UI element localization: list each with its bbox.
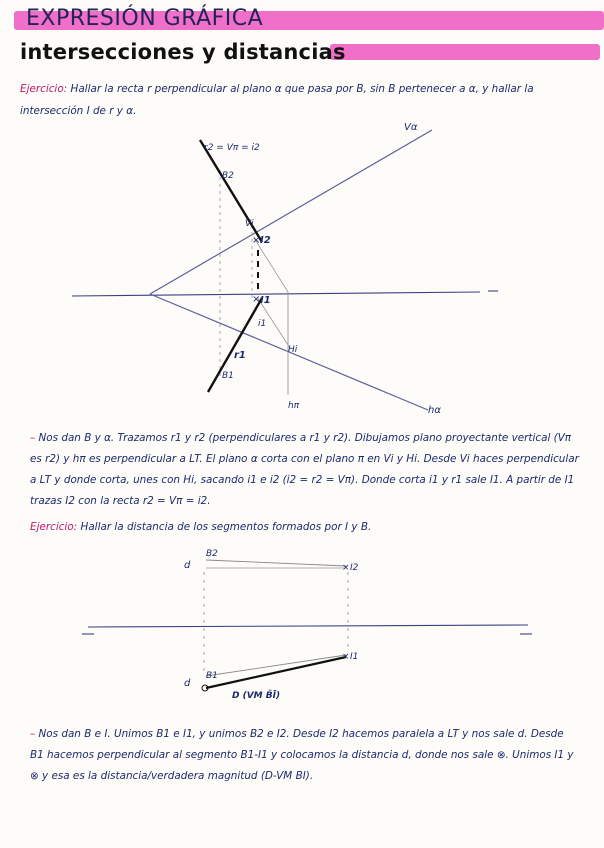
exercise2-text: Hallar la distancia de los segmentos formados por I y B.	[80, 521, 372, 533]
i1-small-label: i1	[258, 319, 267, 329]
b1-label: B1	[222, 371, 234, 381]
b2-i2-segment	[206, 560, 346, 566]
page-subtitle: intersecciones y distancias	[20, 40, 346, 64]
i1-mark: ×	[252, 294, 261, 305]
exercise2-explanation: – Nos dan B e I. Unimos B1 e I1, y unimos B2 e I2. Desde I2 hacemos paralela a LT y nos sale d. Desde B1 hacemos perpendicular al segmento B1-I1 y colocamos la distancia d, donde nos sale ⊗. Unimos I1 y ⊗ y esa es la distancia/verdadera magnitud (D-VM BI).	[30, 728, 574, 782]
h-alpha-label: hα	[428, 405, 441, 416]
exercise2-explanation-text: Nos dan B e I. Unimos B1 e I1, y unimos B2 e I2. Desde I2 hacemos paralela a LT y nos sale d. Desde B1 hacemos perpendicular al segmento B1-I1 y colocamos la distancia d, donde nos sale ⊗. Unimos I1 y ⊗ y esa es la distancia/verdadera magnitud (D-VM BI).	[30, 728, 574, 782]
i2-point-mark: ×	[342, 563, 350, 573]
exercise2-label: Ejercicio:	[30, 521, 78, 533]
dvm-label: D (VM B̄Ī)	[232, 691, 281, 701]
page-title: EXPRESIÓN GRÁFICA	[26, 6, 264, 31]
ground-line-2	[88, 625, 528, 627]
b2-label-2: B2	[206, 549, 218, 559]
i2-mark: ×	[252, 235, 261, 246]
r2-label: r2 = Vπ = i2	[204, 143, 260, 153]
exercise1-text: Hallar la recta r perpendicular al plano α que pasa por B, sin B pertenecer a α, y hallar la intersección I de r y α.	[20, 83, 534, 117]
hi-label: Hi	[288, 345, 298, 355]
i1-point-mark: ×	[342, 652, 350, 662]
b2-label: B2	[222, 171, 234, 181]
ground-line-1	[72, 292, 480, 296]
r1-label: r1	[234, 350, 246, 361]
d-top-label: d	[184, 560, 191, 571]
i2-label-2: I2	[350, 563, 359, 573]
v-to-hi-line	[254, 238, 288, 292]
i2-label: I2	[260, 235, 271, 246]
exercise1-explanation: – Nos dan B y α. Trazamos r1 y r2 (perpendiculares a r1 y r2). Dibujamos plano proyectante vertical (Vπ es r2) y hπ es perpendicular a LT. El plano α corta con el plano π en Vi y Hi. Desde Vi haces perpendicular a LT y donde corta, unes con Hi, sacando i1 e i2 (i2 = r2 = Vπ). Donde corta i1 y r1 sale I1. A partir de I1 trazas I2 con la recta r2 = Vπ = i2.	[30, 432, 579, 507]
exercise1-label: Ejercicio:	[20, 83, 68, 95]
vi-label: Vi	[245, 219, 254, 229]
d-bottom-label: d	[184, 678, 191, 689]
v-alpha-trace	[150, 130, 432, 294]
exercise2-statement	[30, 516, 580, 538]
exercise1-explanation-text: Nos dan B y α. Trazamos r1 y r2 (perpendiculares a r1 y r2). Dibujamos plano proyectante vertical (Vπ es r2) y hπ es perpendicular a LT. El plano α corta con el plano π en Vi y Hi. Desde Vi haces perpendicular a LT y donde corta, unes con Hi, sacando i1 e i2 (i2 = r2 = Vπ). Donde corta i1 y r1 sale I1. A partir de I1 trazas I2 con la recta r2 = Vπ = i2.	[30, 432, 579, 507]
i1-label: I1	[260, 295, 271, 306]
h-pi-label: hπ	[288, 401, 300, 411]
b1-label-2: B1	[206, 671, 218, 681]
v-alpha-label: Vα	[404, 122, 418, 133]
r1-line	[208, 298, 262, 392]
i1-label-2: I1	[350, 652, 359, 662]
